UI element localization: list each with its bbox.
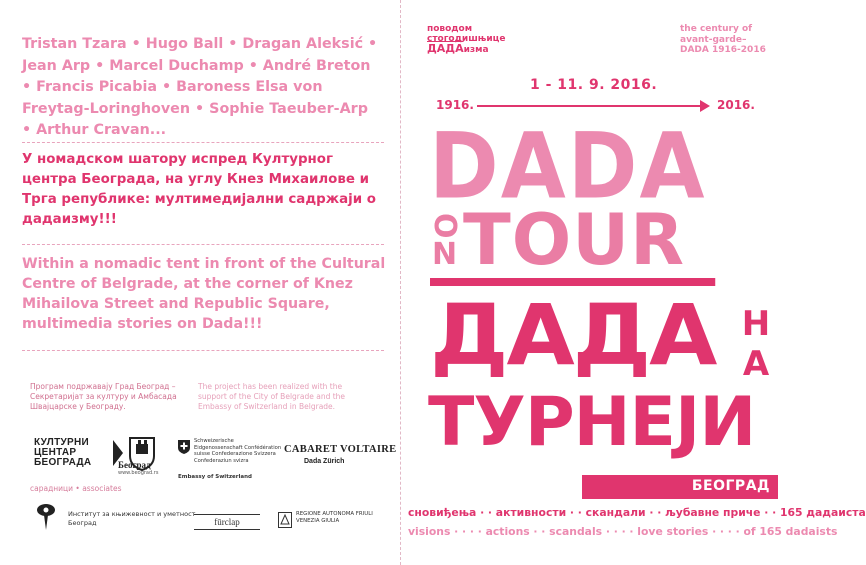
cultural-centre-logo [34, 438, 109, 468]
fvg-region-icon [278, 512, 292, 528]
title-on [427, 210, 462, 272]
city-name: БЕОГРАД [691, 478, 770, 494]
swiss-confederation-text: Schweizerische Eidgenossenschaft Confédération suisse Confederazione Svizzera Confederaziun svizra [194, 438, 282, 464]
timeline-arrow-line [477, 105, 702, 107]
institute-logo-icon [34, 501, 58, 531]
title-dada: DADA [429, 113, 707, 220]
title-dada-cyrillic: ДАДА [430, 286, 716, 384]
povodom-line: стогодишњице [427, 34, 506, 44]
fvg-region-text: REGIONE AUTONOMA FRIULI VENEZIA GIULIA [296, 511, 373, 524]
century-note-english [680, 24, 788, 56]
kc-logo-line: БЕОГРАДА [34, 457, 92, 468]
century-line: DADA 1916-2016 [680, 45, 766, 55]
dadaist-names: Tristan Tzara • Hugo Ball • Dragan Aleksić • Jean Arp • Marcel Duchamp • André Breton • Francis Picabia • Baroness Elsa von Freytag-Loringhoven • Sophie Taeuber-Arp • Arthur Cravan... [22, 36, 378, 138]
title-turneji: ТУРНЕЈИ [428, 383, 756, 462]
century-line: the century of [680, 24, 753, 34]
cabaret-voltaire-subtitle: Dada Zürich [304, 458, 345, 465]
title-na-a: А [742, 344, 770, 384]
associates-label: сарадници • associates [30, 484, 122, 493]
dashed-separator [22, 350, 384, 351]
tagline-english: visions · · · · actions · · scandals · · · · love stories · · · · of 165 dadaists [408, 525, 838, 538]
title-na [736, 304, 776, 384]
support-note-serbian: Програм подржавају Град Београд – Секретаријат за културу и Амбасада Швајцарске у Београду. [30, 382, 177, 411]
belgrade-logo-text: Београд [118, 460, 151, 470]
serbian-description: У номадском шатору испред Културног центра Београда, на углу Кнез Михаилове и Трга републике: мултимедијални садржаји о дадаизму!!! [22, 152, 376, 227]
dashed-separator [22, 244, 384, 245]
povodom-line: поводом [427, 24, 473, 34]
furclap-logo: fūrclap [194, 514, 260, 530]
title-na-n: Н [741, 304, 771, 344]
event-dates: 1 - 11. 9. 2016. [530, 77, 658, 93]
support-note-english: The project has been realized with the support of the City of Belgrade and the Embassy of Switzerland in Belgrade. [198, 382, 346, 411]
tagline-serbian: сновиђења · · активности · · скандали · · љубавне приче · · 165 дадаиста [408, 506, 866, 519]
timeline-end-year: 2016. [717, 98, 755, 112]
title-tour: TOUR [463, 199, 685, 281]
swiss-embassy-label: Embassy of Switzerland [178, 474, 252, 480]
povodom-suffix: изма [463, 45, 489, 55]
city-banner [582, 475, 778, 499]
povodom-dada: ДАДА [427, 42, 464, 55]
kc-logo-line: ЦЕНТАР [34, 447, 77, 458]
title-on-n: N [432, 237, 458, 272]
arrow-right-icon [700, 100, 710, 112]
centenary-note-serbian [427, 24, 517, 55]
english-description: Within a nomadic tent in front of the Cultural Centre of Belgrade, at the corner of Knez Mihailova Street and Republic Square, multimedia stories on Dada!!! [22, 256, 386, 332]
swiss-shield-icon [178, 440, 190, 454]
povodom-line [427, 44, 517, 55]
dashed-separator [22, 142, 384, 143]
center-fold-divider [400, 0, 401, 565]
timeline-start-year: 1916. [436, 98, 474, 112]
kc-logo-line: КУЛТУРНИ [34, 437, 90, 448]
belgrade-url: www.beograd.rs [118, 470, 159, 476]
institute-name: Институт за књижевност и уметност Београд [68, 510, 196, 527]
title-on-o: O [427, 213, 462, 239]
century-line: avant-garde– [680, 34, 747, 45]
cabaret-voltaire-logo: CABARET VOLTAIRE [284, 444, 397, 455]
